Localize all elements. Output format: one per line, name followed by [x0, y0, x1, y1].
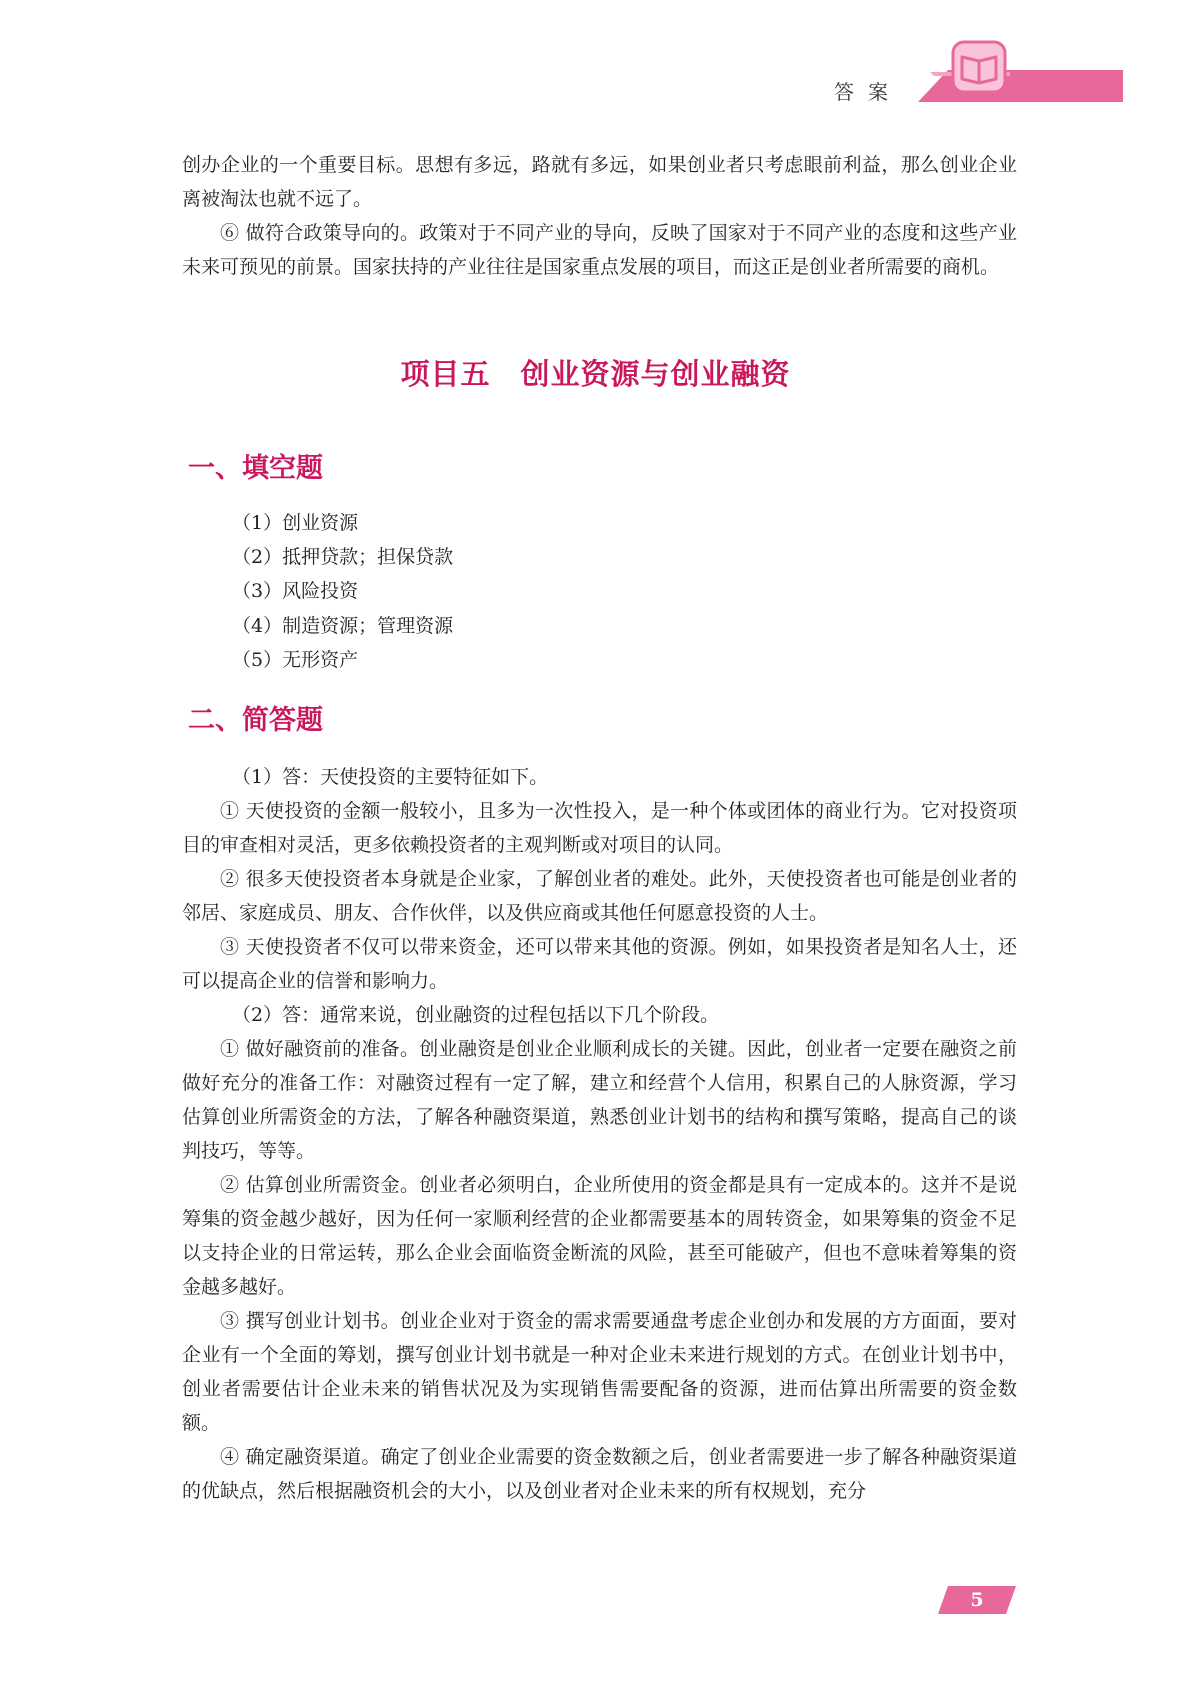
answer-point: ① 做好融资前的准备。创业融资是创业企业顺利成长的关键。因此，创业者一定要在融资之前做好充分的准备工作：对融资过程有一定了解，建立和经营个人信用，积累自己的人脉资源，学习估算创业所需资金的方法，了解各种融资渠道，熟悉创业计划书的结构和撰写策略，提高自己的谈判技巧，等等。: [182, 1038, 1017, 1162]
answer-point: ④ 确定融资渠道。确定了创业企业需要的资金数额之后，创业者需要进一步了解各种融资渠道的优缺点，然后根据融资机会的大小，以及创业者对企业未来的所有权规划，充分: [182, 1446, 1017, 1502]
question-heading: （2）答：通常来说，创业融资的过程包括以下几个阶段。: [232, 1004, 720, 1026]
answer-point: ② 估算创业所需资金。创业者必须明白，企业所使用的资金都是具有一定成本的。这并不是说筹集的资金越少越好，因为任何一家顺利经营的企业都需要基本的周转资金，如果筹集的资金不足以支持企业的日常运转，那么企业会面临资金断流的风险，甚至可能破产，但也不意味着筹集的资金越多越好。: [182, 1174, 1017, 1298]
list-item: （2）抵押贷款；担保贷款: [232, 546, 454, 568]
header-decoration: [0, 0, 1191, 110]
intro-paragraph-2: ⑥ 做符合政策导向的。政策对于不同产业的导向，反映了国家对于不同产业的态度和这些产业未来可预见的前景。国家扶持的产业往往是国家重点发展的项目，而这正是创业者所需要的商机。: [182, 222, 1017, 278]
header-label: 答案: [834, 80, 902, 104]
section-title-fill-in: 一、填空题: [188, 453, 323, 484]
project-title: 项目五 创业资源与创业融资: [400, 357, 791, 391]
list-item: （5）无形资产: [232, 649, 359, 671]
intro-paragraph-1: 创办企业的一个重要目标。思想有多远，路就有多远，如果创业者只考虑眼前利益，那么创业企业离被淘汰也就不远了。: [182, 154, 1017, 210]
answer-point: ① 天使投资的金额一般较小，且多为一次性投入，是一种个体或团体的商业行为。它对投资项目的审查相对灵活，更多依赖投资者的主观判断或对项目的认同。: [182, 800, 1017, 856]
page-number-badge: [938, 1586, 1016, 1614]
section-title-short-answer: 二、简答题: [188, 705, 323, 736]
answer-point: ③ 天使投资者不仅可以带来资金，还可以带来其他的资源。例如，如果投资者是知名人士，还可以提高企业的信誉和影响力。: [182, 936, 1017, 992]
answer-point: ③ 撰写创业计划书。创业企业对于资金的需求需要通盘考虑企业创办和发展的方方面面，要对企业有一个全面的筹划，撰写创业计划书就是一种对企业未来进行规划的方式。在创业计划书中，创业者需要估计企业未来的销售状况及为实现销售需要配备的资源，进而估算出所需要的资金数额。: [182, 1310, 1017, 1434]
list-item: （1）创业资源: [232, 512, 359, 534]
list-item: （3）风险投资: [232, 580, 359, 602]
open-book-icon: [951, 40, 1007, 94]
list-item: （4）制造资源；管理资源: [232, 615, 454, 637]
page-number: 5: [970, 1589, 984, 1611]
question-heading: （1）答：天使投资的主要特征如下。: [232, 766, 549, 788]
answer-point: ② 很多天使投资者本身就是企业家，了解创业者的难处。此外，天使投资者也可能是创业者的邻居、家庭成员、朋友、合作伙伴，以及供应商或其他任何愿意投资的人士。: [182, 868, 1017, 924]
